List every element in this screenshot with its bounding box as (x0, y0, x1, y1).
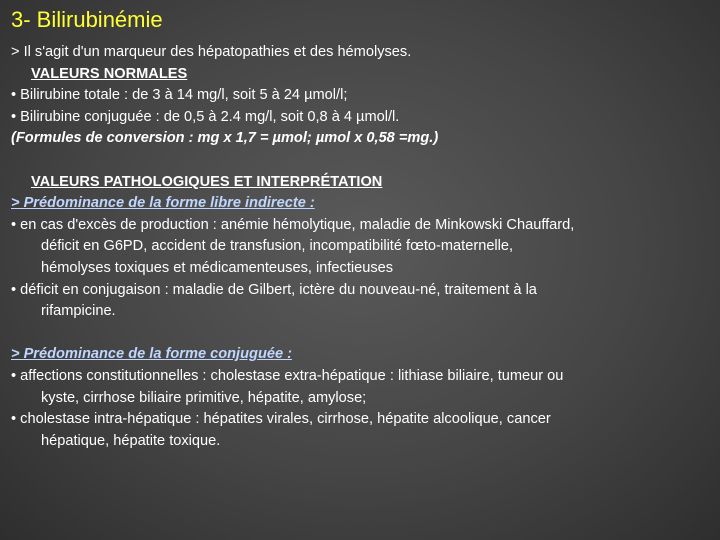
normal-values-header: VALEURS NORMALES (31, 65, 188, 82)
intro-text: > Il s'agit d'un marqueur des hépatopathies et des hémolyses. (11, 44, 412, 60)
conjugated-form-header: > Prédominance de la forme conjuguée : (11, 346, 293, 363)
slide-content (11, 42, 717, 452)
conj-item-1-line-2: kyste, cirrhose biliaire primitive, hépatite, amylose; (41, 389, 367, 406)
free-item-1-line-1: • en cas d'excès de production : anémie hémolytique, maladie de Minkowski Chauffard, (11, 216, 575, 233)
conj-item-2-line-1: • cholestase intra-hépatique : hépatites virales, cirrhose, hépatite alcoolique, cancer (11, 411, 551, 428)
conj-item-2-line-2: hépatique, hépatite toxique. (41, 432, 221, 449)
spacer (11, 150, 717, 172)
conj-item-1-line-1: • affections constitutionnelles : cholestase extra-hépatique : lithiase biliaire, tumeur ou (11, 367, 564, 384)
normal-item-total: • Bilirubine totale : de 3 à 14 mg/l, soit 5 à 24 µmol/l; (11, 87, 348, 104)
slide-title: 3- Bilirubinémie (11, 7, 163, 32)
free-form-header: > Prédominance de la forme libre indirecte : (11, 195, 315, 212)
normal-item-conjugated: • Bilirubine conjuguée : de 0,5 à 2.4 mg/l, soit 0,8 à 4 µmol/l. (11, 108, 400, 125)
free-item-2-line-1: • déficit en conjugaison : maladie de Gilbert, ictère du nouveau-né, traitement à la (11, 281, 537, 298)
free-item-2-line-2: rifampicine. (41, 303, 116, 320)
conversion-formula: (Formules de conversion : mg x 1,7 = µmol; µmol x 0,58 =mg.) (11, 130, 439, 147)
spacer (11, 323, 717, 345)
pathological-values-header: VALEURS PATHOLOGIQUES ET INTERPRÉTATION (31, 173, 383, 190)
free-item-1-line-3: hémolyses toxiques et médicamenteuses, infectieuses (41, 259, 394, 276)
free-item-1-line-2: déficit en G6PD, accident de transfusion, incompatibilité fœto-maternelle, (41, 238, 514, 255)
